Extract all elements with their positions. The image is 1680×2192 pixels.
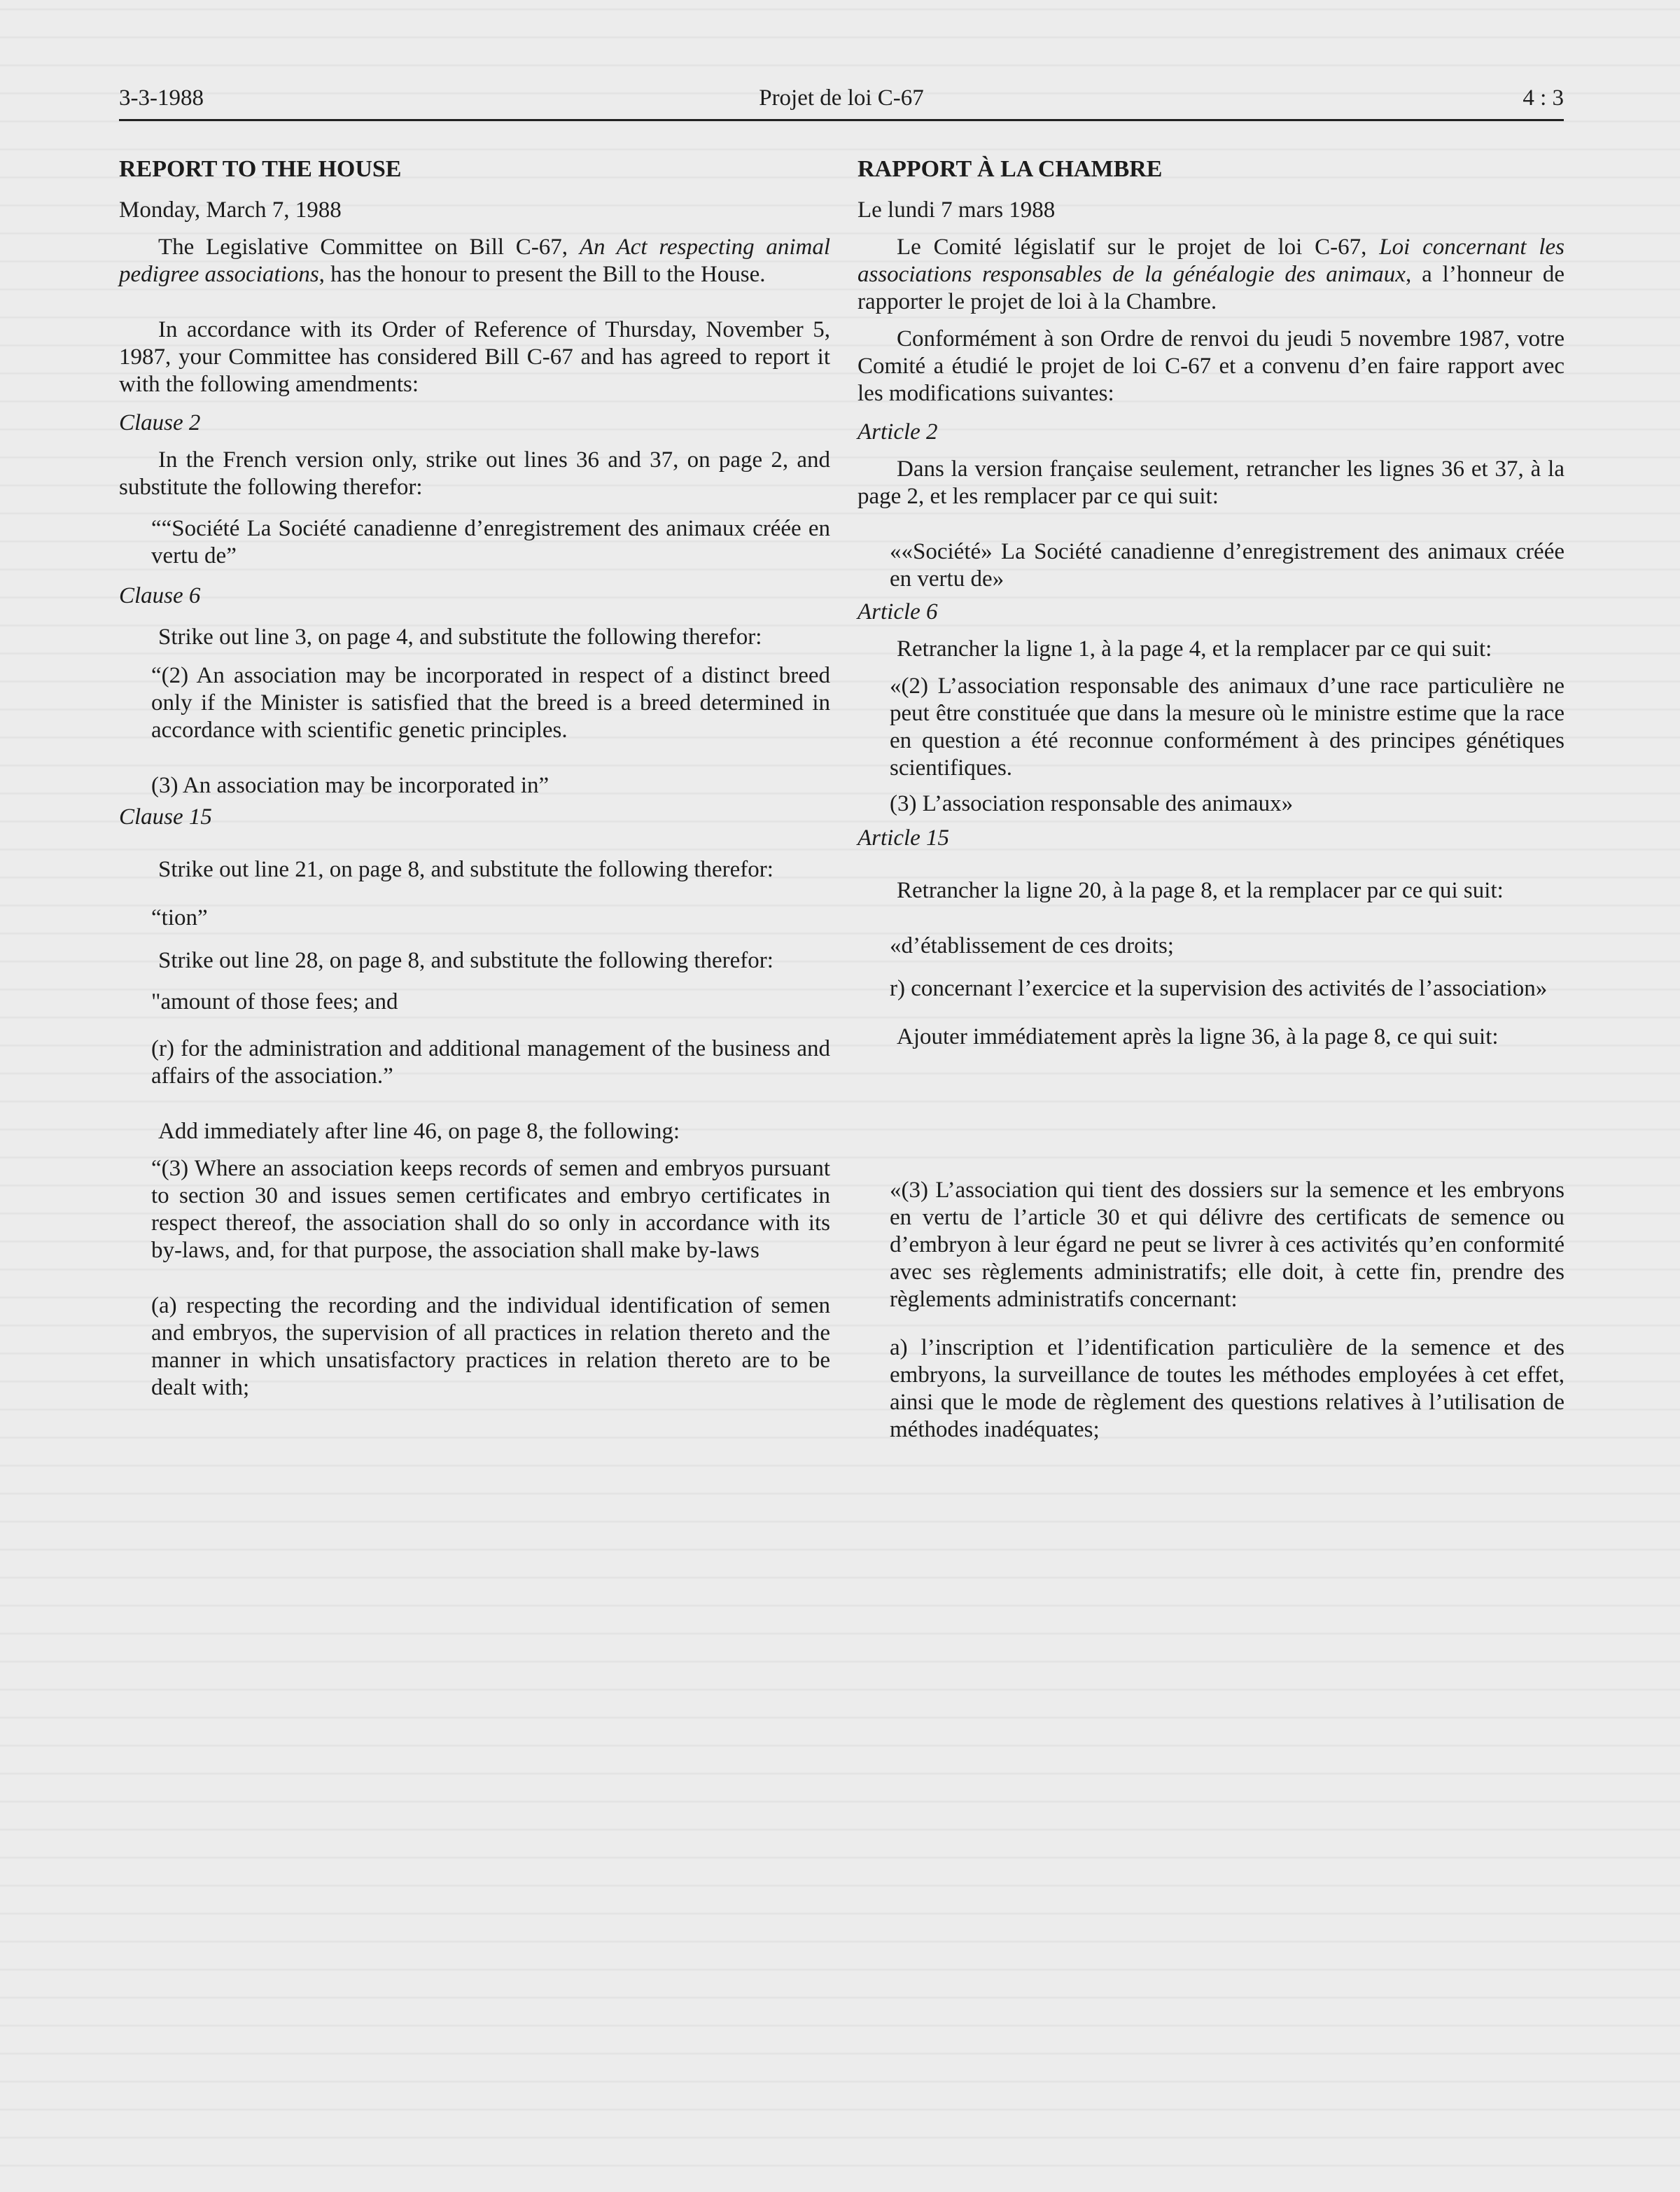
clause-15-quote-3: (r) for the administration and additional management of the business and affairs of the association.” (151, 1036, 830, 1089)
page-header (119, 85, 1564, 122)
header-rule (119, 119, 1564, 121)
clause-15-quote-2: "amount of those fees; and (151, 989, 398, 1014)
english-date: Monday, March 7, 1988 (119, 197, 342, 223)
french-order: Conformément à son Ordre de renvoi du jeudi 5 novembre 1987, votre Comité a étudié le projet de loi C-67 et a convenu d’en faire rapport avec les modifications suivantes: (858, 326, 1564, 406)
article-2-quote: ««Société» La Société canadienne d’enregistrement des animaux créée en vertu de» (890, 539, 1564, 592)
header-page-number: 4 : 3 (1522, 85, 1564, 111)
intro-text-end: , a l’honneur de rapporter le projet de loi à la Chambre. (858, 262, 1565, 314)
clause-15-text-3: Add immediately after line 46, on page 8, the following: (158, 1119, 680, 1144)
article-15-quote-1: «d’établissement de ces droits; (890, 933, 1174, 958)
article-15-label: Article 15 (858, 825, 950, 851)
bill-title: Loi concernant les associations responsables de la généalogie des animaux (858, 235, 1564, 287)
clause-6-quote-2: (3) An association may be incorporated in” (151, 773, 550, 798)
article-6-quote-2: (3) L’association responsable des animaux» (890, 791, 1294, 816)
clause-6-text: Strike out line 3, on page 4, and substitute the following therefor: (158, 624, 762, 650)
english-heading: REPORT TO THE HOUSE (119, 156, 402, 182)
intro-text: Le Comité législatif sur le projet de loi C-67, (897, 235, 1380, 260)
clause-6-quote-1: “(2) An association may be incorporated in respect of a distinct breed only if the Minister is satisfied that the breed is a breed determined in accordance with scientific genetic principles. (151, 663, 830, 743)
french-date: Le lundi 7 mars 1988 (858, 197, 1056, 223)
french-column (858, 155, 1564, 1444)
french-intro (858, 234, 1564, 316)
article-15-quote-4: a) l’inscription et l’identification particulière de la semence et des embryons, la surveillance de toutes les méthodes employées à cet effet, ainsi que le mode de règlement des questions relatives à l’utilisation de méthodes inadéquates; (890, 1335, 1564, 1442)
clause-2-label: Clause 2 (119, 410, 201, 435)
clause-15-text-1: Strike out line 21, on page 8, and substitute the following therefor: (158, 857, 774, 882)
bill-title: An Act respecting animal pedigree associations (119, 235, 830, 287)
clause-15-label: Clause 15 (119, 804, 212, 830)
clause-15-quote-5: (a) respecting the recording and the individual identification of semen and embryos, the supervision of all practices in relation thereto and the manner in which unsatisfactory practices in relation thereto are to be dealt with; (151, 1293, 830, 1400)
intro-text-end: , has the honour to present the Bill to the House. (318, 262, 766, 287)
french-heading: RAPPORT À LA CHAMBRE (858, 156, 1163, 182)
article-15-text-2: Ajouter immédiatement après la ligne 36, à la page 8, ce qui suit: (897, 1024, 1499, 1049)
clause-15-quote-1: “tion” (151, 905, 208, 930)
article-6-quote-1: «(2) L’association responsable des animaux d’une race particulière ne peut être constituée que dans la mesure où le ministre estime que la race en question a été reconnue conformément à des principes génétiques scientifiques. (890, 673, 1564, 781)
article-2-text: Dans la version française seulement, retrancher les lignes 36 et 37, à la page 2, et les remplacer par ce qui suit: (858, 456, 1564, 509)
article-2-label: Article 2 (858, 419, 938, 445)
clause-15-text-2: Strike out line 28, on page 8, and substitute the following therefor: (158, 948, 774, 973)
article-15-quote-3: «(3) L’association qui tient des dossiers sur la semence et les embryons en vertu de l’article 30 et qui délivre des certificats de semence ou d’embryon à leur égard ne peut se livrer à ces activités qu’en conformité avec ses règlements administratifs; elle doit, à cette fin, prendre des règlements administratifs concernant: (890, 1178, 1564, 1312)
clause-2-text: In the French version only, strike out lines 36 and 37, on page 2, and substitute the following therefor: (119, 447, 830, 500)
article-6-label: Article 6 (858, 599, 938, 624)
header-title: Projet de loi C-67 (759, 85, 924, 111)
article-15-text-1: Retrancher la ligne 20, à la page 8, et la remplacer par ce qui suit: (897, 878, 1504, 903)
article-6-text: Retrancher la ligne 1, à la page 4, et la remplacer par ce qui suit: (897, 636, 1492, 662)
article-15-quote-2: r) concernant l’exercice et la supervision des activités de l’association» (890, 976, 1548, 1001)
english-intro (119, 234, 830, 288)
english-column (119, 155, 830, 1402)
intro-text: The Legislative Committee on Bill C-67, (158, 235, 580, 260)
clause-2-quote: ““Société La Société canadienne d’enregistrement des animaux créée en vertu de” (151, 516, 830, 568)
clause-6-label: Clause 6 (119, 583, 201, 608)
clause-15-quote-4: “(3) Where an association keeps records of semen and embryos pursuant to section 30 and issues semen certificates and embryo certificates in respect thereof, the association shall do so only in accordance with its by-laws, and, for that purpose, the association shall make by-laws (151, 1156, 830, 1263)
header-date: 3-3-1988 (119, 85, 204, 111)
english-order: In accordance with its Order of Reference of Thursday, November 5, 1987, your Committee has considered Bill C-67 and has agreed to report it with the following amendments: (119, 317, 830, 397)
